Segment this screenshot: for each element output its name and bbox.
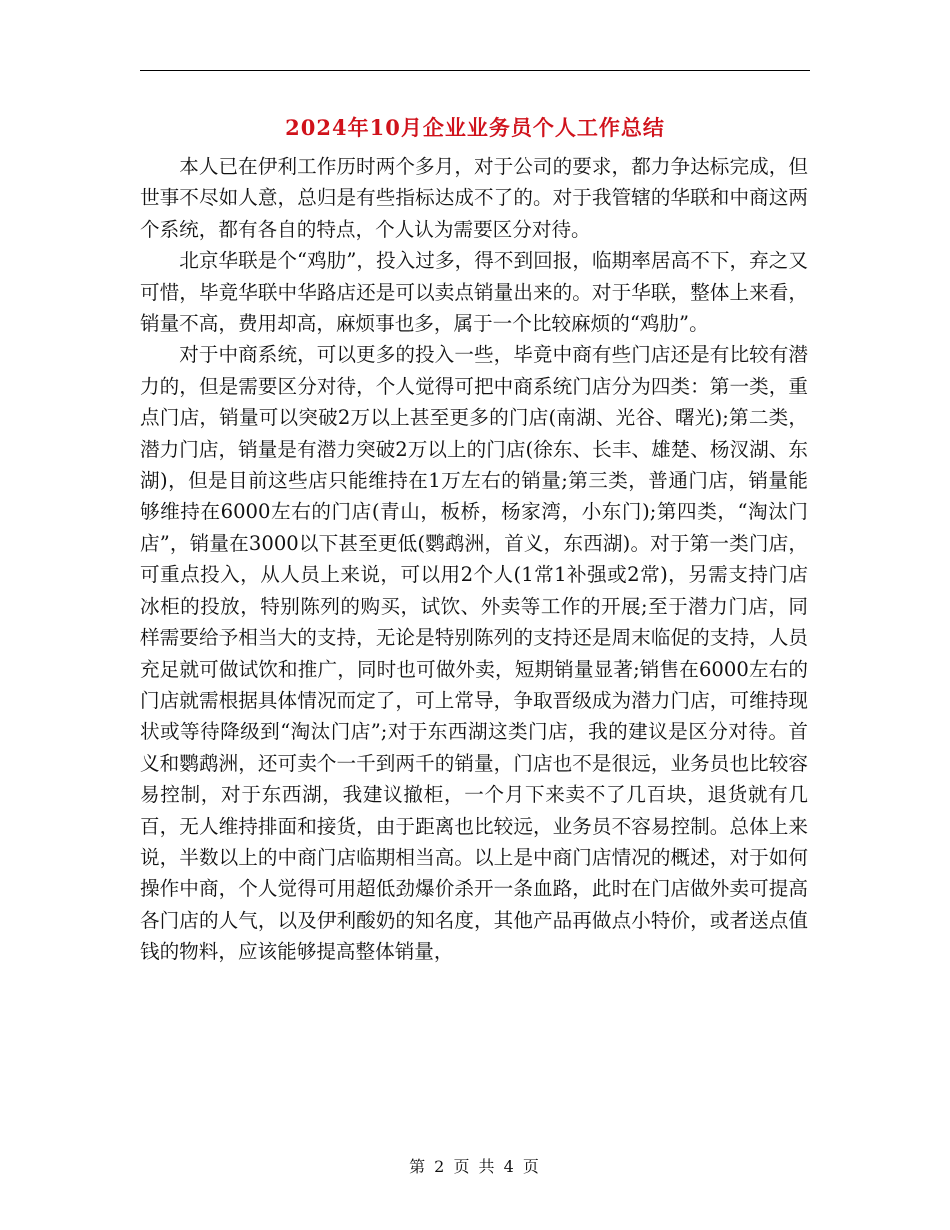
paragraph-hualian: 北京华联是个“鸡肋”，投入过多，得不到回报，临期率居高不下，弃之又可惜，毕竟华联中华路店还是可以卖点销量出来的。对于华联，整体上来看，销量不高，费用却高，麻烦事也多，属于一个比较麻烦的“鸡肋”。	[140, 249, 808, 336]
document-title: 2024年10月企业业务员个人工作总结	[285, 115, 665, 140]
document-body	[140, 151, 808, 968]
paragraph-zhongshang: 对于中商系统，可以更多的投入一些，毕竟中商有些门店还是有比较有潜力的，但是需要区分对待，个人觉得可把中商系统门店分为四类：第一类，重点门店，销量可以突破2万以上甚至更多的门店(南湖、光谷、曙光);第二类，潜力门店，销量是有潜力突破2万以上的门店(徐东、长丰、雄楚、杨汊湖、东湖)，但是目前这些店只能维持在1万左右的销量;第三类，普通门店，销量能够维持在6000左右的门店(青山，板桥，杨家湾，小东门);第四类，“淘汰门店”，销量在3000以下甚至更低(鹦鹉洲，首义，东西湖)。对于第一类门店，可重点投入，从人员上来说，可以用2个人(1常1补强或2常)，另需支持门店冰柜的投放，特别陈列的购买，试饮、外卖等工作的开展;至于潜力门店，同样需要给予相当大的支持，无论是特别陈列的支持还是周末临促的支持，人员充足就可做试饮和推广，同时也可做外卖，短期销量显著;销售在6000左右的门店就需根据具体情况而定了，可上常导，争取晋级成为潜力门店，可维持现状或等待降级到“淘汰门店”;对于东西湖这类门店，我的建议是区分对待。首义和鹦鹉洲，还可卖个一千到两千的销量，门店也不是很远，业务员也比较容易控制，对于东西湖，我建议撤柜，一个月下来卖不了几百块，退货就有几百，无人维持排面和接货，由于距离也比较远，业务员不容易控制。总体上来说，半数以上的中商门店临期相当高。以上是中商门店情况的概述，对于如何操作中商，个人觉得可用超低劲爆价杀开一条血路，此时在门店做外卖可提高各门店的人气，以及伊利酸奶的知名度，其他产品再做点小特价，或者送点值钱的物料，应该能够提高整体销量，	[140, 343, 808, 964]
paragraph-intro: 本人已在伊利工作历时两个多月，对于公司的要求，都力争达标完成，但世事不尽如人意，总归是有些指标达成不了的。对于我管辖的华联和中商这两个系统，都有各自的特点，个人认为需要区分对待。	[140, 155, 808, 241]
header-rule	[140, 70, 810, 71]
page-number: 第 2 页 共 4 页	[409, 1157, 541, 1176]
